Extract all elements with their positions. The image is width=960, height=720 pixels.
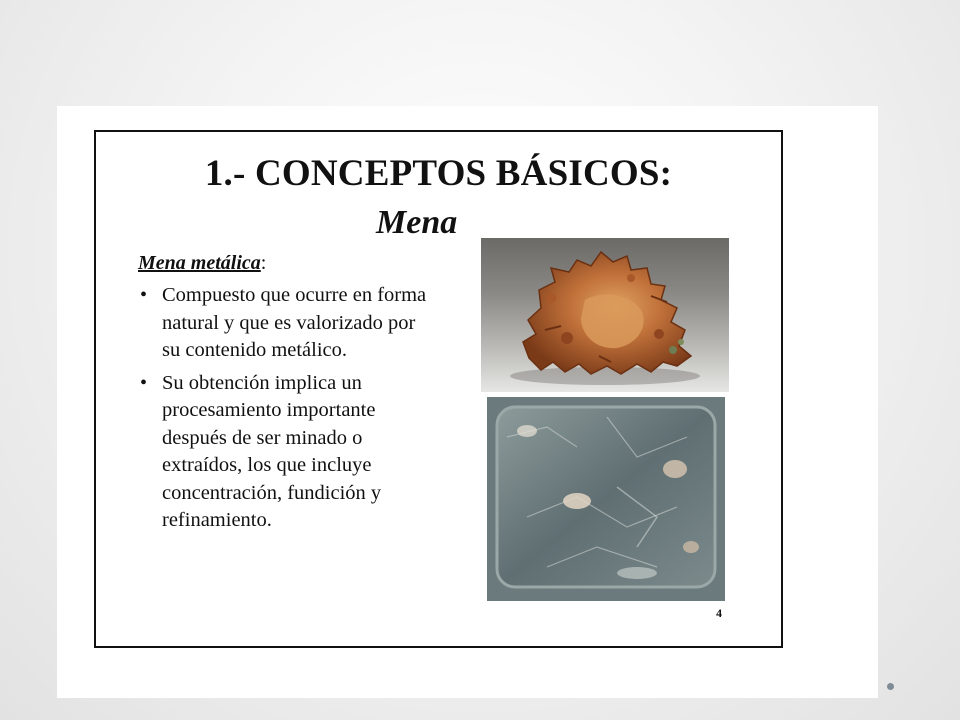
bullet-icon: • [140, 284, 148, 306]
bullet-text: Su obtención implica un procesamiento importante después de ser minado o extraídos, los que incluye concentración, fundición y refinamiento. [162, 371, 382, 531]
slide-frame [94, 130, 783, 648]
section-label: Mena metálica [138, 252, 261, 274]
native-copper-photo [481, 238, 729, 392]
bullet-item [138, 282, 438, 365]
ore-sample-photo [487, 397, 725, 601]
slide-subtitle: Mena [376, 204, 458, 241]
slide-canvas [57, 106, 878, 698]
slide-title: 1.- CONCEPTOS BÁSICOS: [204, 153, 673, 194]
section-heading [138, 252, 266, 275]
page-number: 4 [716, 606, 722, 620]
copper-mineral-icon [481, 238, 729, 392]
slide-nav-dot[interactable] [887, 683, 894, 690]
bullet-icon: • [140, 371, 148, 394]
bullet-text: Compuesto que ocurre en forma natural y que es valorizado por su contenido metálico. [162, 284, 427, 361]
bullet-list [138, 282, 438, 540]
section-suffix: : [260, 252, 267, 274]
ore-slab-icon [487, 397, 725, 601]
bullet-item [138, 370, 438, 535]
